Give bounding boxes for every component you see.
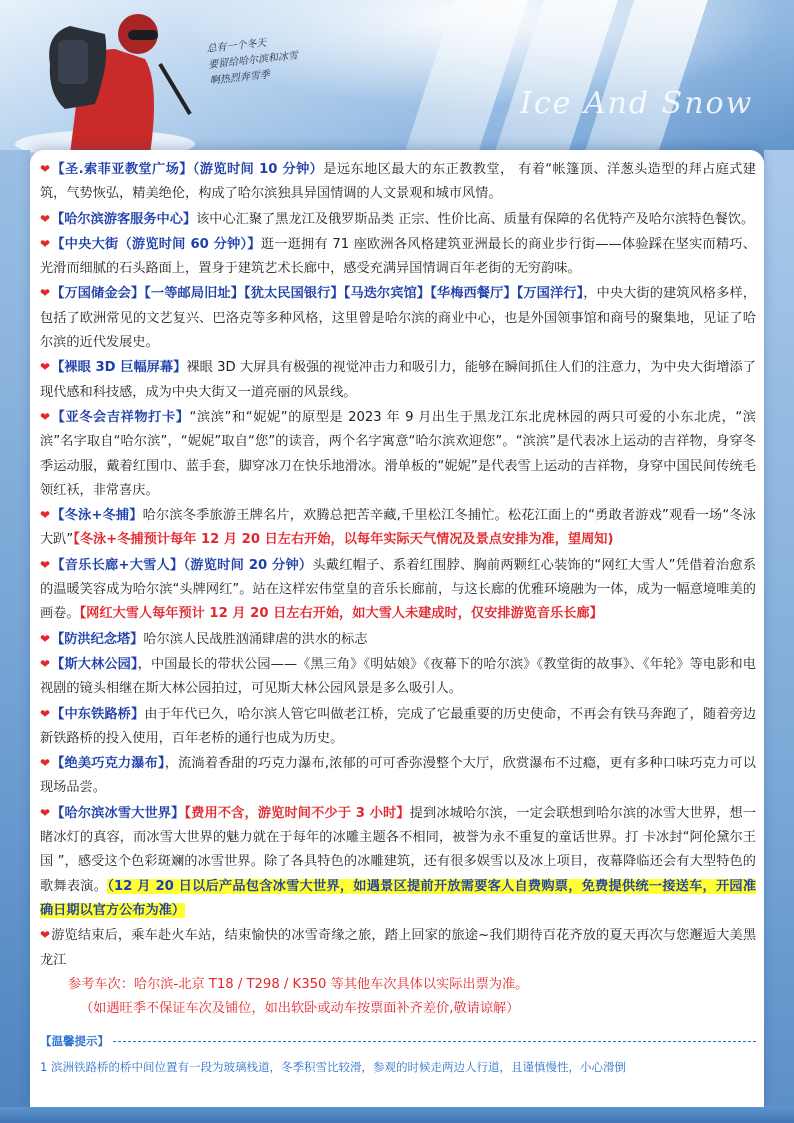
section-winter-swim bbox=[40, 503, 756, 553]
section-heading: 【中东铁路桥】 bbox=[51, 706, 145, 722]
tip-item: 1 滨洲铁路桥的桥中间位置有一段为玻璃栈道，冬季积雪比较滑，参观的时候走两边人行道，且谨慎慢性，小心滑倒 bbox=[40, 1060, 626, 1075]
heart-icon: ❤ bbox=[40, 928, 51, 943]
fee-note: 【费用不含，游览时间不少于 3 小时】 bbox=[184, 805, 410, 821]
section-heading: 【冬泳+冬捕】 bbox=[51, 508, 143, 524]
section-heading: 【音乐长廊+大雪人】（游览时间 20 分钟） bbox=[51, 557, 313, 573]
highlight-note: （12 月 20 日以后产品包含冰雪大世界，如遇景区提前开放需要客人自费购票，免费提供统一接送车，开园准确日期以官方公布为准） bbox=[40, 878, 757, 918]
hero-slogan bbox=[206, 26, 360, 89]
heart-icon: ❤ bbox=[40, 162, 51, 176]
section-body: 由于年代已久，哈尔滨人管它叫做老江桥，完成了它最重要的历史使命，不再会有铁马奔跑了，随着旁边新铁路桥的投入使用，百年老桥的通行也成为历史。 bbox=[40, 706, 756, 746]
section-3d-screen bbox=[40, 355, 756, 405]
section-body: 裸眼 3D 大屏具有极强的视觉冲击力和吸引力，能够在瞬间抓住人们的注意力，为中央大街增添了现代感和科技感，成为中央大街又一道亮丽的风景线。 bbox=[40, 360, 756, 400]
section-flood-tower bbox=[40, 627, 756, 652]
heart-icon: ❤ bbox=[40, 211, 51, 226]
section-body: 是远东地区最大的东正教教堂， 有着“帐篷顶、洋葱头造型的拜占庭式建筑，气势恢弘，精美绝伦，构成了哈尔滨独具异国情调的人文景观和城市风情。 bbox=[40, 162, 756, 202]
slogan-line: 要留给哈尔滨和冰雪 bbox=[207, 50, 299, 71]
section-chocolate-falls bbox=[40, 751, 756, 801]
reference-note: （如遇旺季不保证车次及铺位，如出软卧或动车按票面补齐差价,敬请谅解） bbox=[80, 1001, 520, 1017]
section-heading: 【裸眼 3D 巨幅屏幕】 bbox=[51, 360, 187, 376]
heart-icon: ❤ bbox=[40, 236, 51, 251]
reference-train: 参考车次：哈尔滨-北京 T18 / T298 / K350 等其他车次具体以实际出票为准。 bbox=[68, 976, 529, 992]
section-heading: 【圣.索菲亚教堂广场】（游览时间 10 分钟） bbox=[51, 162, 324, 177]
section-body: 哈尔滨人民战胜汹涌肆虐的洪水的标志 bbox=[143, 631, 368, 647]
section-railway-bridge bbox=[40, 702, 756, 752]
section-heading: 【哈尔滨游客服务中心】 bbox=[51, 211, 197, 227]
section-body: 提到冰城哈尔滨，一定会联想到哈尔滨的冰雪大世界，想一睹冰灯的真容，而冰雪大世界的魅力就在于每年的冰雕主题各不相同，被誉为永不重复的童话世界。打 卡冰封“阿伦黛尔王国 ”，感受这个色彩斑斓的冰雪世界。除了各具特色的冰雕建筑，还有很多娱雪以及冰上项目，夜幕降临还会有大型特色的歌舞表演。 bbox=[40, 805, 756, 894]
section-heading: 【哈尔滨冰雪大世界】 bbox=[51, 805, 185, 821]
section-body: 哈尔滨冬季旅游王牌名片，欢腾总把苦辛藏,千里松江冬捕忙。松花江面上的“勇敢者游戏”观看一场“冬泳大趴” bbox=[40, 508, 756, 548]
right-decor bbox=[764, 150, 794, 1123]
section-body: 头戴红帽子、系着红围脖、胸前两颗红心装饰的“网红大雪人”凭借着治愈系的温暖笑容成为哈尔滨“头牌网红”。站在这样宏伟堂皇的音乐长廊前，与这长廊的优雅环境融为一体，成为一幅意境唯美的画卷。 bbox=[40, 557, 757, 622]
brand-script: Ice And Snow bbox=[520, 86, 754, 121]
section-body: ，中国最长的带状公园——《黑三角》《明姑娘》《夜幕下的哈尔滨》《教堂街的故事》、《年轮》等电影和电视剧的镜头相继在斯大林公园拍过，可见斯大林公园风景是多么吸引人。 bbox=[40, 656, 756, 697]
section-sofia bbox=[40, 157, 756, 207]
section-note: 【网红大雪人每年预计 12 月 20 日左右开始，如大雪人未建成时，仅安排游览音乐长廊】 bbox=[79, 606, 603, 622]
bottom-decor bbox=[0, 1107, 794, 1123]
section-body: “滨滨”和“妮妮”的原型是 2023 年 9 月出生于黑龙江东北虎林园的两只可爱的小东北虎，“滨滨”名字取自“哈尔滨”，“妮妮”取自“您”的读音，两个名字寓意“哈尔滨欢迎您”。“滨滨”是代表冰上运动的吉祥物，身穿冬季运动服，戴着红围巾、蓝手套，脚穿冰刀在快乐地滑冰。滑单板的“妮妮”是代表雪上运动的吉祥物，身穿中国民间传统毛领红袄，非常喜庆。 bbox=[40, 409, 756, 498]
section-visitor-center bbox=[40, 207, 756, 232]
heart-icon: ❤ bbox=[40, 756, 51, 771]
heart-icon: ❤ bbox=[40, 557, 51, 572]
heart-icon: ❤ bbox=[40, 631, 51, 646]
section-heading: 【中央大街（游览时间 60 分钟）】 bbox=[51, 236, 261, 252]
section-heading: 【防洪纪念塔】 bbox=[51, 631, 144, 647]
section-music-corridor bbox=[40, 553, 756, 627]
section-mascots bbox=[40, 405, 756, 503]
section-stalin-park bbox=[40, 652, 756, 702]
section-body: ，流淌着香甜的巧克力瀑布,浓郁的可可香弥漫整个大厅，欣赏瀑布不过瘾，更有多种口味巧克力可以现场品尝。 bbox=[40, 756, 756, 796]
section-central-street bbox=[40, 232, 756, 282]
slogan-line: 总有一个冬天 bbox=[206, 37, 267, 55]
closing-text: 游览结束后，乘车赴火车站，结束愉快的冰雪奇缘之旅，踏上回家的旅途~我们期待百花齐放的夏天再次与您邂逅大美黑龙江 bbox=[40, 928, 757, 968]
section-ice-world bbox=[40, 801, 756, 923]
section-note: 【冬泳+冬捕预计每年 12 月 20 日左右开始，以每年实际天气情况及景点安排为准，望周知) bbox=[73, 532, 614, 548]
section-body: 逛一逛拥有 71 座欧洲各风格建筑亚洲最长的商业步行街——体验踩在坚实而精巧、光滑而细腻的石头路面上，置身于建筑艺术长廊中，感受充满异国情调百年老街的无穷韵味。 bbox=[40, 236, 756, 277]
section-historic-buildings bbox=[40, 281, 756, 355]
skier-illustration bbox=[10, 4, 200, 154]
heart-icon: ❤ bbox=[40, 409, 51, 424]
heart-icon: ❤ bbox=[40, 805, 51, 820]
heart-icon: ❤ bbox=[40, 360, 51, 375]
section-heading: 【斯大林公园】 bbox=[51, 656, 138, 672]
section-heading: 【万国储金会】【一等邮局旧址】【犹太民国银行】【马迭尔宾馆】【华梅西餐厅】【万国洋行】 bbox=[51, 286, 584, 302]
tips-label: 【温馨提示】 bbox=[40, 1034, 109, 1049]
left-decor bbox=[0, 150, 30, 1123]
heart-icon: ❤ bbox=[40, 706, 51, 721]
heart-icon: ❤ bbox=[40, 286, 51, 301]
slogan-line: 啊热烈奔雪季 bbox=[209, 69, 271, 87]
section-heading: 【绝美巧克力瀑布】 bbox=[51, 756, 165, 772]
closing-paragraph bbox=[40, 923, 756, 973]
header-banner bbox=[0, 0, 794, 160]
heart-icon: ❤ bbox=[40, 508, 51, 523]
heart-icon: ❤ bbox=[40, 656, 51, 671]
section-body: 该中心汇聚了黑龙江及俄罗斯品类 正宗、性价比高、质量有保障的名优特产及哈尔滨特色餐饮。 bbox=[196, 211, 755, 227]
tips-header bbox=[40, 1031, 756, 1051]
itinerary-content bbox=[40, 157, 756, 1077]
section-heading: 【亚冬会吉祥物打卡】 bbox=[51, 409, 190, 425]
section-body: ，中央大街的建筑风格多样，包括了欧洲常见的文艺复兴、巴洛克等多种风格，这里曾是哈尔滨的商业中心，也是外国领事馆和商号的聚集地，见证了哈尔滨的近代发展史。 bbox=[40, 286, 756, 351]
divider bbox=[113, 1041, 756, 1042]
